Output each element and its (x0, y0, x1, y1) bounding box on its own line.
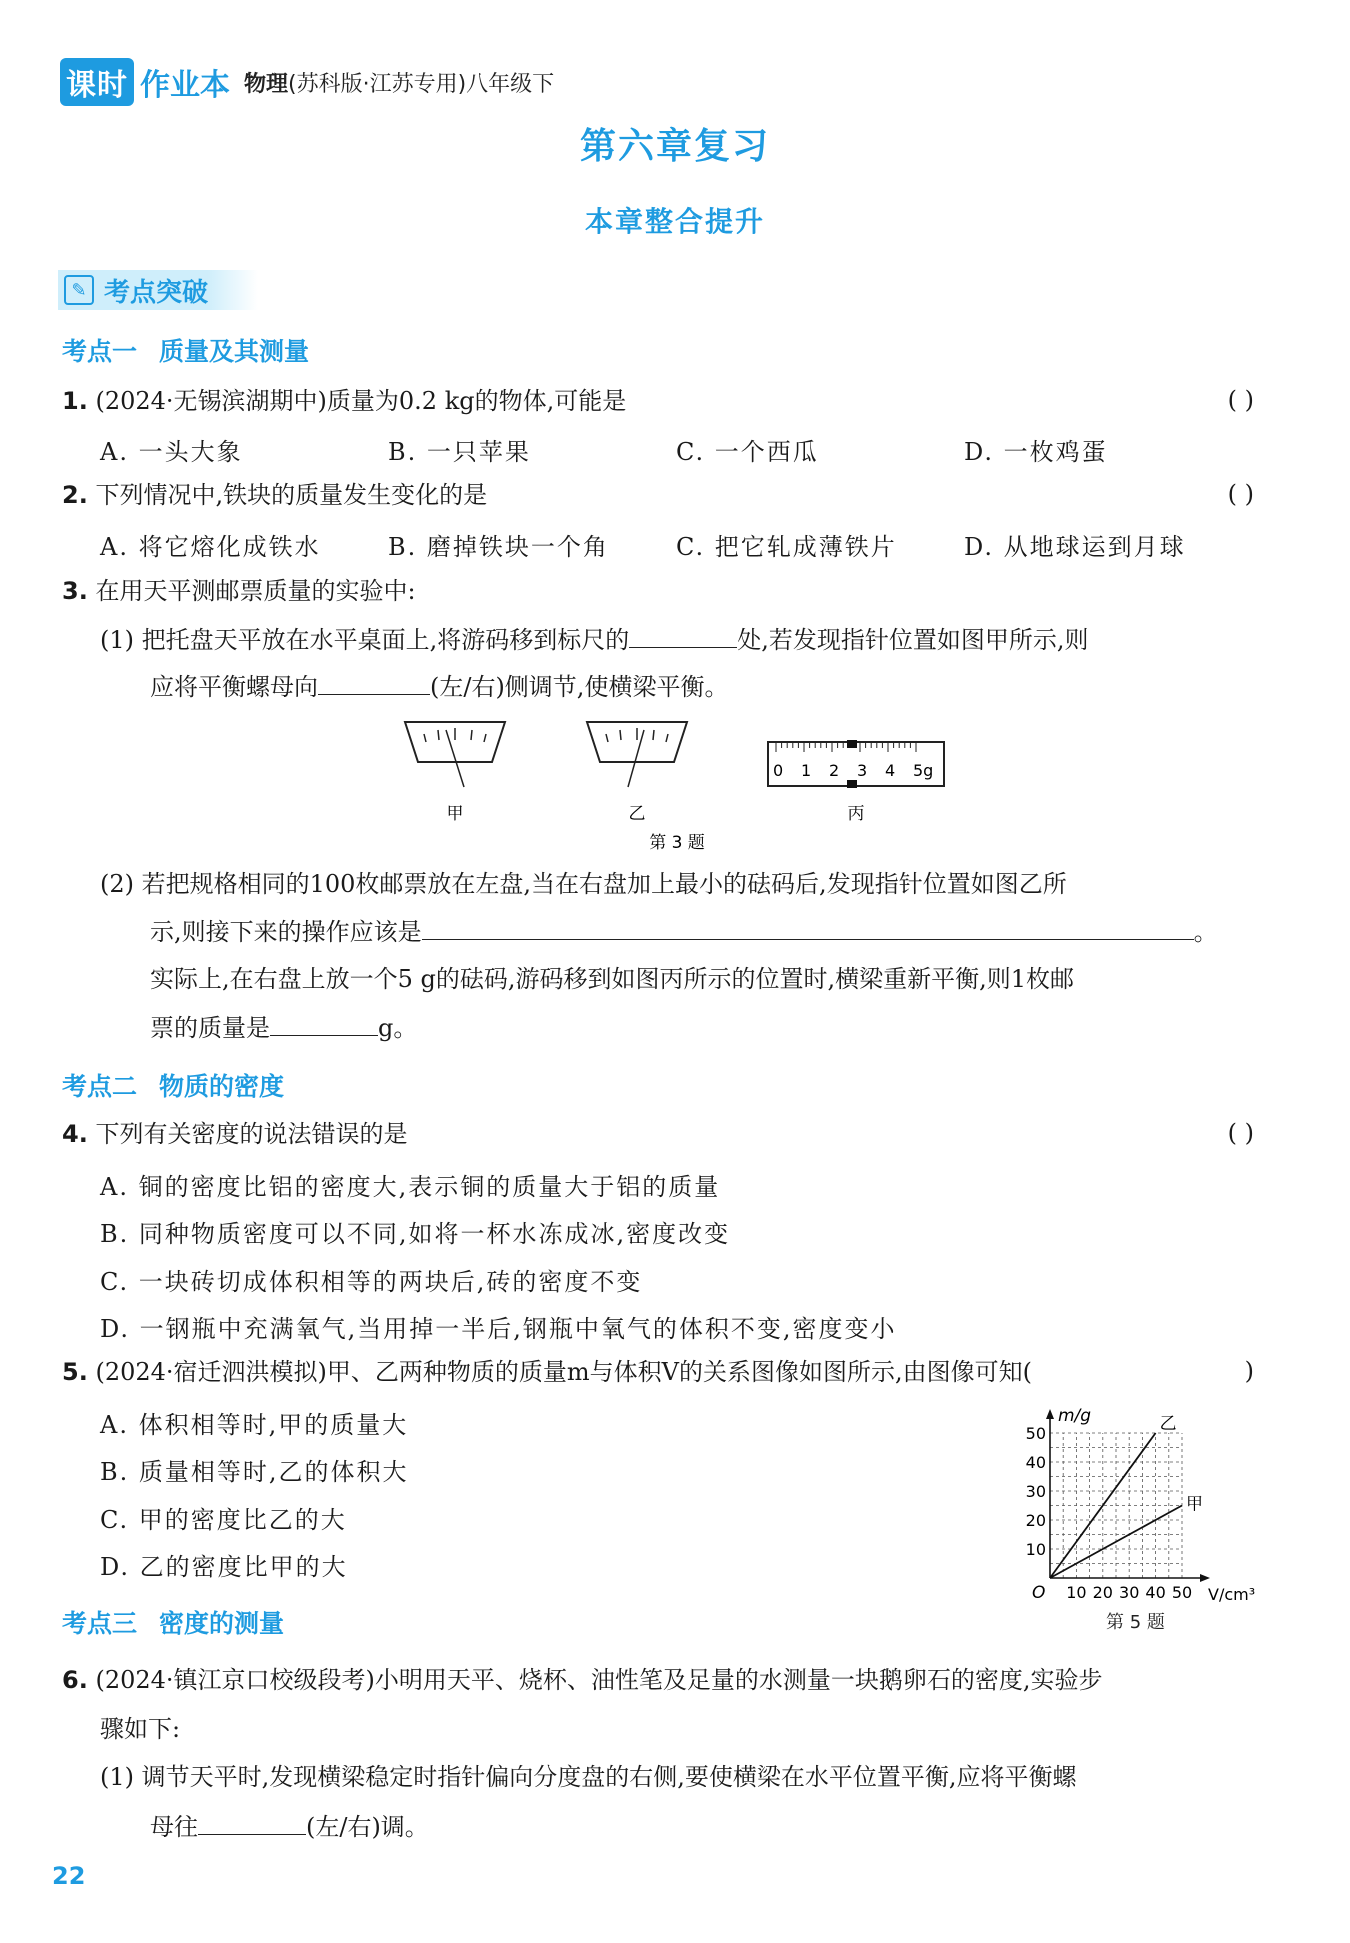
q6-stem-line2: 骤如下: (100, 1715, 181, 1743)
q3-number: 3. (62, 577, 88, 605)
q4-option-d[interactable]: D. 一钢瓶中充满氧气,当用掉一半后,钢瓶中氧气的体积不变,密度变小 (100, 1315, 897, 1343)
scale-tick-0: 0 (773, 761, 784, 780)
q5-text: (2024·宿迁泗洪模拟)甲、乙两种物质的质量m与体积V的关系图像如图所示,由图像可知( (95, 1358, 1032, 1386)
q2-option-c[interactable]: C. 把它轧成薄铁片 (676, 533, 897, 561)
q2-option-a[interactable]: A. 将它熔化成铁水 (100, 533, 321, 561)
q1-answer-paren[interactable]: ( ) (1227, 386, 1254, 414)
q5-option-b[interactable]: B. 质量相等时,乙的体积大 (100, 1458, 409, 1486)
q6-part1-line1: (1) 调节天平时,发现横梁稳定时指针偏向分度盘的右侧,要使横梁在水平位置平衡,应将平衡螺 (100, 1763, 1077, 1791)
q3-blank-4[interactable] (270, 1012, 378, 1036)
kp2-num: 考点二 (62, 1072, 138, 1101)
q3-p1-text-d: (左/右)侧调节,使横梁平衡。 (430, 673, 729, 701)
q6-part1-line2 (150, 1811, 429, 1842)
edition: (苏科版·江苏专用)八年级下 (288, 71, 555, 97)
q3-blank-2[interactable] (318, 671, 430, 695)
y-tick-label: 10 (1025, 1540, 1046, 1559)
q3-part2-line1: (2) 若把规格相同的100枚邮票放在左盘,当在右盘加上最小的砝码后,发现指针位置如图乙所 (100, 870, 1067, 898)
q6-p1-text-c: (左/右)调。 (306, 1813, 429, 1841)
q6-stem-line1 (62, 1665, 1103, 1695)
x-tick-label: 40 (1145, 1583, 1166, 1602)
rider-bottom (847, 780, 857, 788)
book-info (244, 67, 554, 98)
section-banner (58, 270, 258, 310)
scale-dial-yi (587, 722, 687, 824)
subject: 物理 (244, 71, 289, 97)
kp1-num: 考点一 (62, 337, 138, 366)
q3-figure-caption: 第 3 题 (649, 833, 705, 853)
q2-text: 下列情况中,铁块的质量发生变化的是 (95, 481, 488, 509)
q3-part1-line2 (150, 671, 728, 702)
page-header (60, 58, 554, 106)
pointer (628, 730, 644, 787)
q3-p1-text-a: (1) 把托盘天平放在水平桌面上,将游码移到标尺的 (100, 626, 630, 654)
q6-number: 6. (62, 1666, 88, 1694)
scale-dial-jia (405, 722, 505, 824)
q6-text-a: (2024·镇江京口校级段考)小明用天平、烧杯、油性笔及足量的水测量一块鹅卵石的密度,实验步 (95, 1666, 1103, 1694)
q3-p2-text-e: g。 (378, 1014, 418, 1042)
q3-figure (390, 712, 970, 858)
q3-p2-text-d: 票的质量是 (150, 1014, 270, 1042)
logo (60, 58, 230, 106)
q4-text: 下列有关密度的说法错误的是 (95, 1120, 408, 1148)
q5-stem (62, 1357, 1032, 1387)
q1-option-b[interactable]: B. 一只苹果 (388, 438, 531, 466)
q5-option-d[interactable]: D. 乙的密度比甲的大 (100, 1553, 348, 1581)
q1-number: 1. (62, 387, 88, 415)
chart-x-axis-label: V/cm³ (1208, 1585, 1256, 1604)
q2-number: 2. (62, 481, 88, 509)
q5-option-c[interactable]: C. 甲的密度比乙的大 (100, 1506, 347, 1534)
series-label-0: 乙 (1159, 1414, 1177, 1434)
x-tick-label: 30 (1119, 1583, 1140, 1602)
q3-p1-text-c: 应将平衡螺母向 (150, 673, 318, 701)
fig-label-yi: 乙 (628, 804, 646, 824)
y-axis-arrow (1046, 1409, 1054, 1419)
q3-blank-3[interactable] (422, 916, 1194, 940)
q1-option-c[interactable]: C. 一个西瓜 (676, 438, 819, 466)
q1-text: (2024·无锡滨湖期中)质量为0.2 kg的物体,可能是 (95, 387, 627, 415)
logo-text: 作业本 (140, 68, 230, 103)
q2-stem (62, 480, 487, 510)
q3-part2-line3: 实际上,在右盘上放一个5 g的砝码,游码移到如图丙所示的位置时,横梁重新平衡,则1枚邮 (150, 965, 1075, 993)
q2-option-b[interactable]: B. 磨掉铁块一个角 (388, 533, 609, 561)
chapter-title: 第六章复习 (579, 126, 770, 167)
kp1-title: 质量及其测量 (159, 337, 310, 366)
series-label-1: 甲 (1186, 1494, 1203, 1515)
chart-series (1050, 1414, 1203, 1578)
x-tick-label: 50 (1171, 1583, 1193, 1602)
chart-origin-label: O (1032, 1583, 1046, 1603)
q4-option-b[interactable]: B. 同种物质密度可以不同,如将一杯水冻成冰,密度改变 (100, 1220, 731, 1248)
q6-p1-text-b: 母往 (150, 1813, 198, 1841)
q3-p1-text-b: 处,若发现指针位置如图甲所示,则 (737, 626, 1089, 654)
q5-figure-caption: 第 5 题 (1106, 1612, 1165, 1633)
q5-mass-volume-chart (1010, 1400, 1270, 1640)
kp3-num: 考点三 (62, 1609, 138, 1638)
scale-tick-4: 4 (885, 761, 896, 780)
x-axis-arrow (1200, 1574, 1210, 1582)
scale-tick-3: 3 (857, 761, 868, 780)
kp3-title: 密度的测量 (159, 1609, 285, 1638)
q5-answer-paren[interactable]: ) (1244, 1357, 1254, 1385)
chart-grid (1050, 1433, 1182, 1578)
x-tick-label: 20 (1092, 1583, 1113, 1602)
q3-part2-line2 (150, 916, 1218, 947)
fig-label-jia: 甲 (446, 804, 464, 824)
scale-tick-2: 2 (829, 761, 840, 780)
kp1-heading (62, 332, 309, 368)
chart-y-axis-label: m/g (1058, 1406, 1092, 1426)
page-number: 22 (52, 1862, 86, 1890)
q4-option-a[interactable]: A. 铜的密度比铝的密度大,表示铜的质量大于铝的质量 (100, 1173, 721, 1201)
q4-stem (62, 1119, 407, 1149)
logo-mark: 课时 (60, 58, 134, 106)
q3-text: 在用天平测邮票质量的实验中: (95, 577, 416, 605)
slider-scale-bing (768, 740, 944, 824)
kp3-heading (62, 1604, 284, 1640)
q2-option-d[interactable]: D. 从地球运到月球 (964, 533, 1186, 561)
y-tick-label: 40 (1025, 1453, 1046, 1472)
x-tick-label: 10 (1066, 1583, 1087, 1602)
q5-option-a[interactable]: A. 体积相等时,甲的质量大 (100, 1411, 409, 1439)
y-tick-label: 50 (1025, 1424, 1046, 1443)
q2-answer-paren[interactable]: ( ) (1227, 480, 1254, 508)
q3-stem (62, 576, 416, 606)
section-banner-text: 考点突破 (104, 277, 209, 308)
kp2-title: 物质的密度 (159, 1072, 285, 1101)
rider-top (847, 740, 857, 748)
q5-number: 5. (62, 1358, 88, 1386)
q1-option-d[interactable]: D. 一枚鸡蛋 (964, 438, 1108, 466)
q4-number: 4. (62, 1120, 88, 1148)
q3-blank-1[interactable] (629, 624, 737, 648)
q4-option-c[interactable]: C. 一块砖切成体积相等的两块后,砖的密度不变 (100, 1268, 643, 1296)
y-tick-label: 30 (1025, 1482, 1046, 1501)
fig-label-bing: 丙 (847, 804, 865, 824)
q4-answer-paren[interactable]: ( ) (1227, 1119, 1254, 1147)
series-line-0 (1050, 1433, 1156, 1578)
chapter-subtitle: 本章整合提升 (584, 205, 765, 238)
q6-blank-1[interactable] (198, 1811, 306, 1835)
scale-tick-1: 1 (801, 761, 812, 780)
y-tick-label: 20 (1025, 1511, 1046, 1530)
q3-p2-end: 。 (1193, 918, 1218, 946)
q3-part1-line1 (100, 624, 1089, 655)
q1-stem (62, 386, 626, 416)
scale-tick-5: 5g (913, 761, 934, 780)
edit-icon: ✎ (64, 275, 94, 305)
kp2-heading (62, 1067, 284, 1103)
q3-p2-text-b: 示,则接下来的操作应该是 (150, 918, 422, 946)
q1-option-a[interactable]: A. 一头大象 (100, 438, 243, 466)
q3-part2-line4 (150, 1012, 417, 1043)
